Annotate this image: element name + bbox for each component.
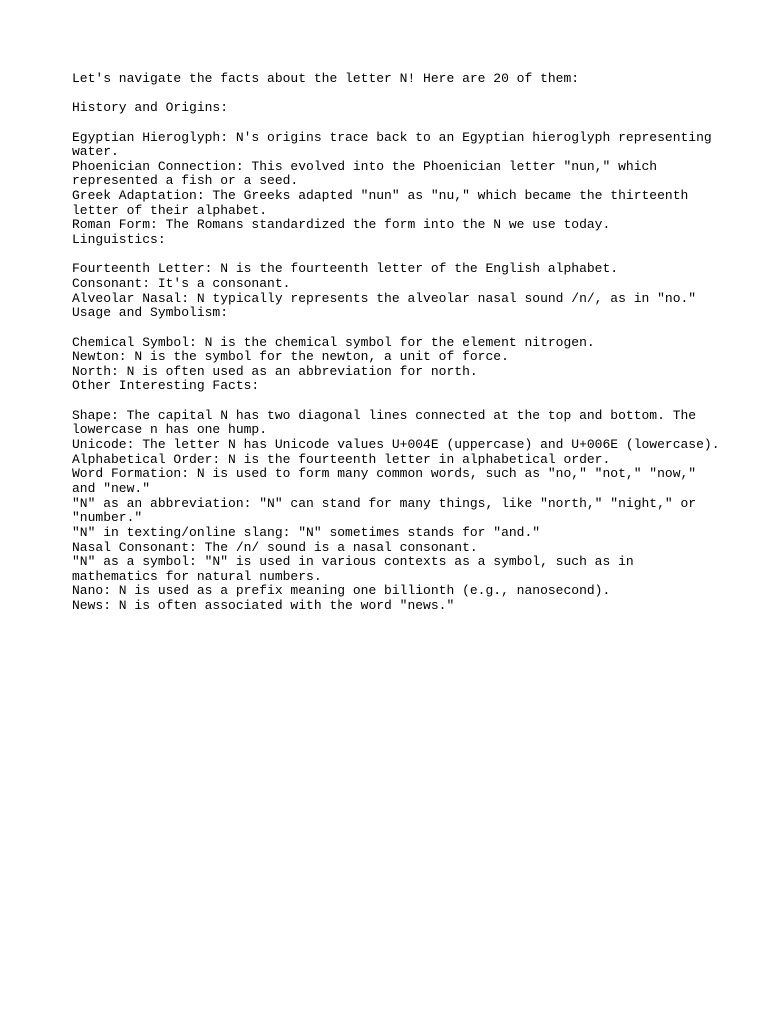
text-line: Alveolar Nasal: N typically represents the alveolar nasal sound /n/, as in "no." bbox=[72, 290, 697, 306]
text-line: Egyptian Hieroglyph: N's origins trace back to an Egyptian hieroglyph representing bbox=[72, 129, 712, 145]
text-line: and "new." bbox=[72, 480, 151, 496]
text-line: Phoenician Connection: This evolved into the Phoenician letter "nun," which bbox=[72, 158, 658, 174]
blank-line bbox=[72, 394, 712, 409]
text-line: Chemical Symbol: N is the chemical symbol for the element nitrogen. bbox=[72, 334, 595, 350]
text-line: Consonant: It's a consonant. bbox=[72, 275, 291, 291]
text-line: Roman Form: The Romans standardized the form into the N we use today. bbox=[72, 217, 611, 233]
text-line: letter of their alphabet. bbox=[72, 202, 268, 218]
blank-line bbox=[72, 248, 712, 263]
section-heading-usage: Usage and Symbolism: bbox=[72, 305, 229, 321]
blank-line bbox=[72, 321, 712, 336]
section-heading-linguistics: Linguistics: bbox=[72, 232, 166, 248]
blank-line bbox=[72, 87, 712, 102]
blank-line bbox=[72, 116, 712, 131]
text-line: water. bbox=[72, 144, 119, 160]
text-line: Nano: N is used as a prefix meaning one billionth (e.g., nanosecond). bbox=[72, 583, 611, 599]
text-line: "number." bbox=[72, 510, 143, 526]
text-line: "N" in texting/online slang: "N" sometimes stands for "and." bbox=[72, 524, 541, 540]
text-line: Fourteenth Letter: N is the fourteenth letter of the English alphabet. bbox=[72, 261, 619, 277]
text-line: Word Formation: N is used to form many common words, such as "no," "not," "now," bbox=[72, 466, 697, 482]
text-line: Alphabetical Order: N is the fourteenth letter in alphabetical order. bbox=[72, 451, 611, 467]
text-line: "N" as a symbol: "N" is used in various contexts as a symbol, such as in bbox=[72, 554, 634, 570]
text-line: North: N is often used as an abbreviation for north. bbox=[72, 363, 478, 379]
text-line: Greek Adaptation: The Greeks adapted "nun" as "nu," which became the thirteenth bbox=[72, 188, 689, 204]
text-line: Unicode: The letter N has Unicode values U+004E (uppercase) and U+006E (lowercase). bbox=[72, 437, 720, 453]
text-line: Nasal Consonant: The /n/ sound is a nasal consonant. bbox=[72, 539, 478, 555]
text-line: Newton: N is the symbol for the newton, a unit of force. bbox=[72, 349, 509, 365]
text-line: "N" as an abbreviation: "N" can stand for many things, like "north," "night," or bbox=[72, 495, 697, 511]
text-line: mathematics for natural numbers. bbox=[72, 568, 322, 584]
text-line: represented a fish or a seed. bbox=[72, 173, 299, 189]
section-heading-other: Other Interesting Facts: bbox=[72, 378, 260, 394]
section-heading-history: History and Origins: bbox=[72, 100, 229, 116]
text-line: Shape: The capital N has two diagonal lines connected at the top and bottom. The bbox=[72, 407, 697, 423]
text-line: News: N is often associated with the word "news." bbox=[72, 598, 455, 614]
text-line: lowercase n has one hump. bbox=[72, 422, 268, 438]
document-body bbox=[72, 71, 720, 614]
intro-line: Let's navigate the facts about the letter N! Here are 20 of them: bbox=[72, 71, 580, 86]
